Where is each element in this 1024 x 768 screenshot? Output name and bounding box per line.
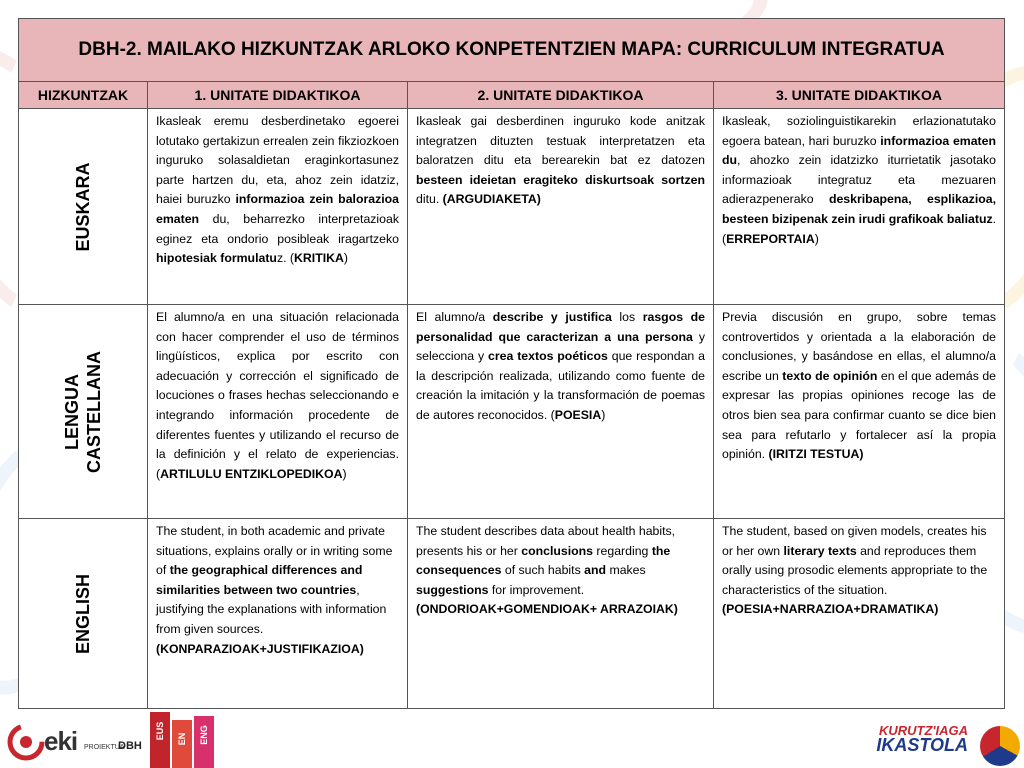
bold-text: besteen ideietan eragiteko diskurtsoak sortzen [416,172,705,187]
bold-text: deskribapena, esplikazioa, besteen bizipenak zein irudi grafikoak baliatuz [722,192,997,226]
unit-cell [148,519,408,709]
text-segment: y selecciona y [416,329,705,364]
text-segment: . ( [722,211,997,246]
unit-cell [714,305,1005,519]
table-row-english [19,519,1005,709]
bold-text: (ARGUDIAKETA) [442,192,541,207]
ikastola-logo [876,723,968,755]
ikastola-logo-line1: KURUTZ'IAGA [878,723,968,738]
table-row-lengua-castellana [19,305,1005,519]
language-cell [19,109,148,305]
unit-description [148,305,407,486]
text-segment: The student describes data about health habits, presents his or her [416,524,676,558]
bold-text: conclusions [521,543,594,558]
eki-logo-text: eki [44,726,78,756]
bold-text: informazioa ematen du [722,133,997,168]
unit-description [148,519,407,661]
bold-text: the geographical differences and similarities between two countries [156,563,363,597]
header-unit-2: 2. UNITATE DIDAKTIKOA [408,82,714,109]
text-segment: en el que además de expresar las propias opiniones recoge las de otros bien sea para confirmar cuanto se dice bien sea para refutarlo y fortalecer así la propia opinión. [722,368,997,462]
text-segment: ) [342,466,347,481]
eki-logo-subtitle: PROIEKTUA [84,744,125,751]
competency-map-table [18,18,1005,709]
unit-cell [148,305,408,519]
language-cell [19,305,148,519]
text-segment: The student, based on given models, creates his or her own [722,524,987,558]
unit-cell [408,519,714,709]
bold-text: hipotesiak formulatu [156,251,277,266]
unit-description [714,109,1004,251]
bold-text: ARTILULU ENTZIKLOPEDIKOA [160,466,343,481]
bold-text: texto de opinión [782,368,878,383]
unit-description [714,305,1004,467]
language-label: EUSKARA [73,161,93,252]
bold-text: describe y justifica [492,310,612,324]
bold-text: (ONDORIOAK+GOMENDIOAK+ ARRAZOIAK) [416,602,678,617]
text-segment: du, beharrezko interpretazioak eginez eta ondorio posibleak iragartzeko [156,211,399,246]
book-eus: EUS [150,712,170,768]
language-cell [19,519,148,709]
bold-text: (IRITZI TESTUA) [768,447,864,462]
text-segment: ) [814,231,819,246]
bold-text: informazioa zein balorazioa ematen [156,192,400,226]
text-segment: , justifying the explanations with information from given sources. [156,582,387,636]
unit-cell [148,109,408,305]
text-segment: for improvement. [488,582,585,597]
bold-text: suggestions [416,582,489,597]
book-en: EN [172,720,192,768]
title-cell [19,19,1005,82]
unit-description [408,519,713,622]
text-segment: El alumno/a [416,310,493,324]
text-segment: The student, in both academic and private situations, explains orally or in writing some of [156,524,393,578]
ikastola-emblem-icon [980,726,1020,766]
text-segment: ditu. [416,192,443,207]
bold-text: rasgos de personalidad que caracterizan a una persona [416,310,705,344]
bold-text: (POESIA+NARRAZIOA+DRAMATIKA) [722,602,939,617]
ikastola-logo-line2: IKASTOLA [876,735,968,755]
footer [0,710,1024,768]
bold-text: POESIA [554,407,602,422]
header-languages: HIZKUNTZAK [19,82,148,109]
table-row-euskara [19,109,1005,305]
level-label: DBH [118,740,142,752]
text-segment: Ikasleak, soziolinguistikarekin erlazionatutako egoera batean, hari buruzko [722,114,997,148]
header-unit-3: 3. UNITATE DIDAKTIKOA [714,82,1005,109]
eki-swirl-icon [6,722,46,762]
text-segment: makes [606,563,646,578]
header-unit-1: 1. UNITATE DIDAKTIKOA [148,82,408,109]
unit-description [714,519,1004,622]
language-label: LENGUA CASTELLANA [62,350,104,473]
text-segment: que respondan a la descripción realizada, utilizando como fuente de creación la imitación y la transformación de poemas de autores reconocidos. ( [416,349,705,422]
bold-text: KRITIKA [294,251,344,266]
bold-text: literary texts [783,543,857,558]
unit-cell [714,109,1005,305]
text-segment: Ikasleak eremu desberdinetako egoerei lotutako gertakizun errealen zein fikziozkoen inguruko solasaldietan eraginkortasunez parte hartzen du, eta, ahoz zein idatziz, haiei buruzko [156,114,399,207]
text-segment: ) [601,407,606,422]
unit-description [408,109,713,212]
text-segment: ) [343,251,348,266]
bold-text: ERREPORTAIA [726,231,815,246]
text-segment: Previa discusión en grupo, sobre temas controvertidos y orientada a la elaboración de conclusiones, y basándose en ellas, el alumno/a escribe un [722,310,997,383]
page-title: DBH-2. MAILAKO HIZKUNTZAK ARLOKO KONPETENTZIEN MAPA: CURRICULUM INTEGRATUA [78,39,945,60]
bold-text: and [584,563,607,578]
text-segment: of such habits [501,563,585,578]
unit-cell [714,519,1005,709]
unit-description [408,305,713,428]
unit-cell [408,109,714,305]
text-segment: , ahozko zein idatzizko iturrietatik jasotako informazioak integratuz eta mezuaren adierazpenerako [722,153,997,207]
text-segment: El alumno/a en una situación relacionada con hacer comprender el uso de términos lingüísticos, explica por escrito con adecuación y corrección el significado de locuciones o frases hechas seleccionando e integrando información procedente de diferentes fuentes y utilizando el recurso de la definición y el relato de experiencias. ( [156,310,399,481]
unit-cell [408,305,714,519]
text-segment: los [611,310,643,324]
bold-text: (KONPARAZIOAK+JUSTIFIKAZIOA) [156,641,364,656]
text-segment: regarding [593,543,652,558]
text-segment: z. ( [276,251,295,266]
bold-text: the consequences [416,543,671,578]
bold-text: crea textos poéticos [488,349,608,364]
language-label: ENGLISH [73,573,93,654]
unit-description [148,109,407,271]
book-eng: ENG [194,716,214,768]
text-segment: and reproduces them orally using prosodic elements appropriate to the characteristics of the situation. [722,543,988,597]
text-segment: Ikasleak gai desberdinen inguruko kode anitzak integratzen dituzten testuak interpretatzen eta baloratzen ditu eta berearekin bat ez datozen [416,114,705,168]
